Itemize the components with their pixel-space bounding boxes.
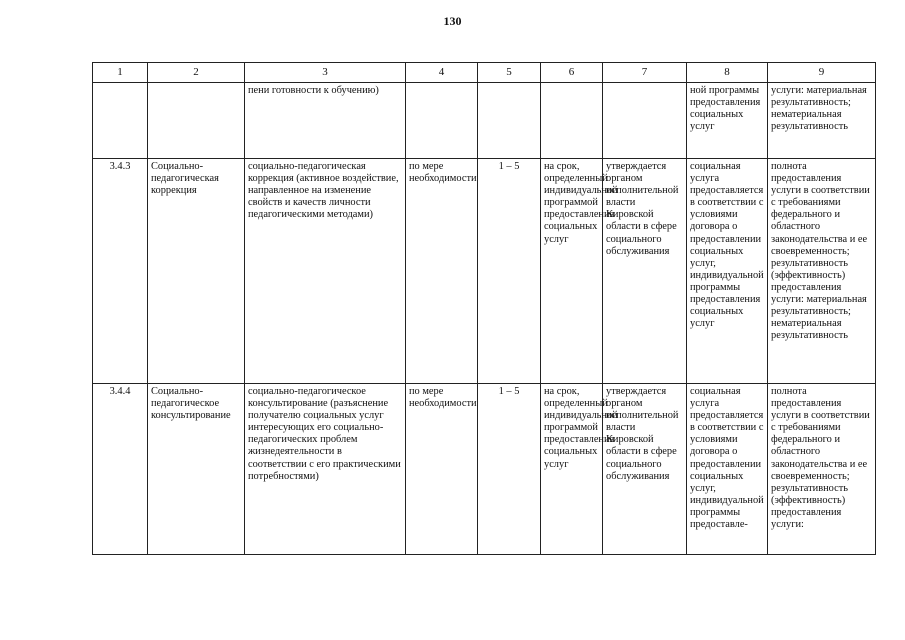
cell-description: социально-педагогическая коррекция (активное воздействие, направленное на изменение свойств и качеств личности педагогическими методами) [245, 159, 406, 384]
column-header: 1 [93, 63, 148, 83]
page-number: 130 [443, 14, 462, 28]
cell-quality: полнота предоставления услуги в соответствии с требованиями федерального и областного законодательства и ее своевременность; результативность (эффективность) предоставления услуги: материальная результативность; нематериальная результативность [768, 159, 876, 384]
cell-term: на срок, определенный индивидуальной программой предоставления социальных услуг [541, 384, 603, 555]
cell-frequency: по мере необходимости [406, 159, 478, 384]
cell-conditions: социальная услуга предоставляется в соответствии с условиями договора о предоставлении социальных услуг, индивидуальной программы предоставле- [687, 384, 768, 555]
cell-service-name: Социально-педагогическая коррекция [148, 159, 245, 384]
cell-conditions: социальная услуга предоставляется в соответствии с условиями договора о предоставлении социальных услуг, индивидуальной программы предоставления социальных услуг [687, 159, 768, 384]
cell-quality: услуги: материальная результативность; нематериальная результативность [768, 83, 876, 159]
cell-number: 3.4.3 [93, 159, 148, 384]
cell-service-name [148, 83, 245, 159]
cell-term [541, 83, 603, 159]
column-header: 5 [478, 63, 541, 83]
column-header: 9 [768, 63, 876, 83]
cell-tariff [603, 83, 687, 159]
table-row [93, 83, 876, 159]
column-number-row [93, 63, 876, 83]
cell-conditions: ной программы предоставления социальных услуг [687, 83, 768, 159]
cell-tariff: утверждается органом исполнительной власти Кировской области в сфере социального обслуживания [603, 159, 687, 384]
column-header: 6 [541, 63, 603, 83]
cell-range: 1 – 5 [478, 159, 541, 384]
cell-number: 3.4.4 [93, 384, 148, 555]
column-header: 3 [245, 63, 406, 83]
cell-quality: полнота предоставления услуги в соответствии с требованиями федерального и областного законодательства и ее своевременность; результативность (эффективность) предоставления услуги: [768, 384, 876, 555]
cell-tariff: утверждается органом исполнительной власти Кировской области в сфере социального обслуживания [603, 384, 687, 555]
cell-range: 1 – 5 [478, 384, 541, 555]
cell-description: пени готовности к обучению) [245, 83, 406, 159]
column-header: 7 [603, 63, 687, 83]
column-header: 2 [148, 63, 245, 83]
cell-range [478, 83, 541, 159]
table-row [93, 384, 876, 555]
cell-frequency: по мере необходимости [406, 384, 478, 555]
cell-term: на срок, определенный индивидуальной программой предоставления социальных услуг [541, 159, 603, 384]
column-header: 4 [406, 63, 478, 83]
cell-frequency [406, 83, 478, 159]
cell-description: социально-педагогическое консультирование (разъяснение получателю социальных услуг интересующих его социально-педагогических проблем жизнедеятельности в соответствии с его практическими потребностями) [245, 384, 406, 555]
cell-service-name: Социально-педагогическое консультирование [148, 384, 245, 555]
cell-number [93, 83, 148, 159]
column-header: 8 [687, 63, 768, 83]
table-row [93, 159, 876, 384]
services-table [92, 62, 876, 555]
